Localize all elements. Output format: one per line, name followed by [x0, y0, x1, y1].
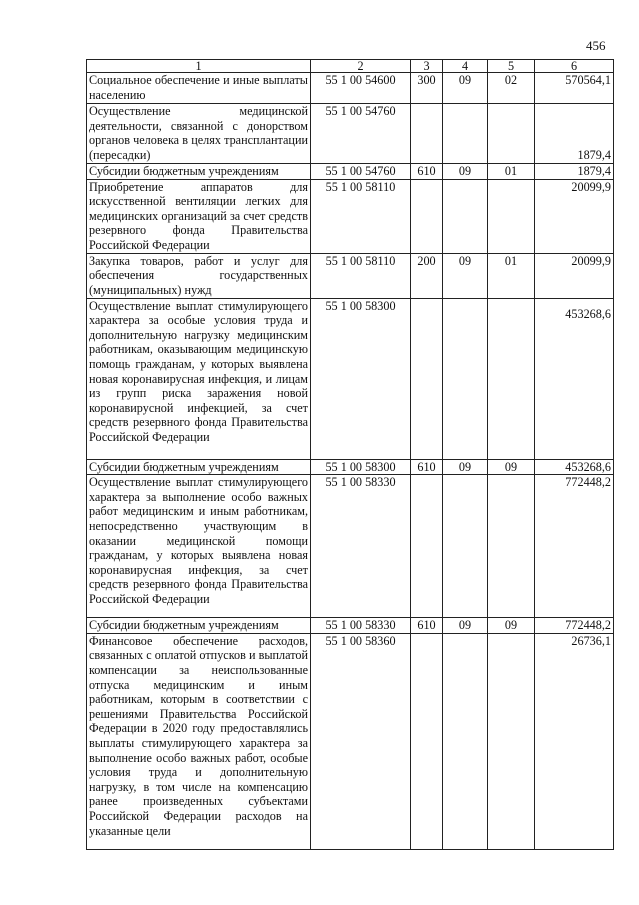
row-col-5 — [488, 298, 535, 459]
row-col-5 — [488, 104, 535, 164]
header-col-4: 4 — [443, 60, 488, 73]
row-col-4: 09 — [443, 459, 488, 475]
row-code: 55 1 00 54760 — [311, 104, 411, 164]
row-name: Субсидии бюджетным учреждениям — [87, 459, 311, 475]
row-name: Осуществление выплат стимулирующего характера за особые условия труда и дополнительную нагрузку медицинским работникам, оказывающим медицинскую помощь гражданам, у которых выявлена новая коронавирусная инфекция, и лицам из групп риска заражения новой коронавирусной инфекцией, за счет средств резервного фонда Правительства Российской Федерации — [87, 298, 311, 459]
table-header-row — [87, 60, 614, 73]
row-col-4: 09 — [443, 253, 488, 298]
row-amount: 1879,4 — [535, 164, 614, 180]
row-amount: 20099,9 — [535, 179, 614, 253]
row-col-3 — [411, 104, 443, 164]
table-row — [87, 104, 614, 164]
row-col-4 — [443, 298, 488, 459]
row-col-3: 200 — [411, 253, 443, 298]
table-row — [87, 459, 614, 475]
row-name: Осуществление медицинской деятельности, связанной с донорством органов человека в целях трансплантации (пересадки) — [87, 104, 311, 164]
row-col-5 — [488, 179, 535, 253]
row-col-3 — [411, 298, 443, 459]
row-code: 55 1 00 54760 — [311, 164, 411, 180]
table-row — [87, 298, 614, 459]
row-code: 55 1 00 58110 — [311, 253, 411, 298]
row-amount: 26736,1 — [535, 633, 614, 849]
row-col-5: 01 — [488, 253, 535, 298]
row-col-5 — [488, 475, 535, 618]
row-col-3: 610 — [411, 459, 443, 475]
row-amount: 1879,4 — [535, 104, 614, 164]
row-code: 55 1 00 58360 — [311, 633, 411, 849]
row-amount: 453268,6 — [535, 459, 614, 475]
table-row — [87, 164, 614, 180]
row-col-5: 09 — [488, 459, 535, 475]
row-name: Субсидии бюджетным учреждениям — [87, 618, 311, 634]
row-code: 55 1 00 58300 — [311, 298, 411, 459]
row-amount: 772448,2 — [535, 475, 614, 618]
row-col-4: 09 — [443, 618, 488, 634]
header-col-2: 2 — [311, 60, 411, 73]
row-amount: 772448,2 — [535, 618, 614, 634]
row-code: 55 1 00 58110 — [311, 179, 411, 253]
row-col-4 — [443, 633, 488, 849]
header-col-1: 1 — [87, 60, 311, 73]
row-col-3: 610 — [411, 164, 443, 180]
row-name: Осуществление выплат стимулирующего характера за выполнение особо важных работ медицинским и иным работникам, непосредственно участвующим в оказании медицинской помощи гражданам, у которых выявлена новая коронавирусная инфекция, за счет средств резервного фонда Правительства Российской Федерации — [87, 475, 311, 618]
row-col-5: 02 — [488, 73, 535, 104]
row-code: 55 1 00 54600 — [311, 73, 411, 104]
row-col-3 — [411, 475, 443, 618]
row-amount: 453268,6 — [535, 298, 614, 459]
header-col-3: 3 — [411, 60, 443, 73]
row-name: Закупка товаров, работ и услуг для обеспечения государственных (муниципальных) нужд — [87, 253, 311, 298]
row-col-4 — [443, 104, 488, 164]
row-name: Социальное обеспечение и иные выплаты населению — [87, 73, 311, 104]
row-code: 55 1 00 58300 — [311, 459, 411, 475]
table-row — [87, 253, 614, 298]
row-amount: 20099,9 — [535, 253, 614, 298]
row-col-3 — [411, 633, 443, 849]
table-row — [87, 633, 614, 849]
row-col-5 — [488, 633, 535, 849]
table-row — [87, 475, 614, 618]
table-row — [87, 73, 614, 104]
row-name: Приобретение аппаратов для искусственной вентиляции легких для медицинских организаций за счет средств резервного фонда Правительства Российской Федерации — [87, 179, 311, 253]
row-code: 55 1 00 58330 — [311, 618, 411, 634]
header-col-6: 6 — [535, 60, 614, 73]
row-col-3: 300 — [411, 73, 443, 104]
row-col-4: 09 — [443, 164, 488, 180]
row-name: Финансовое обеспечение расходов, связанных с оплатой отпусков и выплатой компенсации за неиспользованные отпуска медицинским и иным работникам, которым в соответствии с решениями Правительства Российской Федерации в 2020 году предоставлялись выплаты стимулирующего характера за выполнение особо важных работ, особые условия труда и дополнительную нагрузку, в том числе на компенсацию ранее произведенных субъектами Российской Федерации расходов на указанные цели — [87, 633, 311, 849]
row-col-4 — [443, 475, 488, 618]
table-row — [87, 179, 614, 253]
row-amount: 570564,1 — [535, 73, 614, 104]
page-number: 456 — [586, 38, 606, 53]
row-col-3 — [411, 179, 443, 253]
row-col-4: 09 — [443, 73, 488, 104]
header-col-5: 5 — [488, 60, 535, 73]
row-col-4 — [443, 179, 488, 253]
row-col-5: 09 — [488, 618, 535, 634]
row-col-3: 610 — [411, 618, 443, 634]
row-name: Субсидии бюджетным учреждениям — [87, 164, 311, 180]
row-code: 55 1 00 58330 — [311, 475, 411, 618]
table-row — [87, 618, 614, 634]
row-col-5: 01 — [488, 164, 535, 180]
budget-table — [86, 59, 614, 850]
